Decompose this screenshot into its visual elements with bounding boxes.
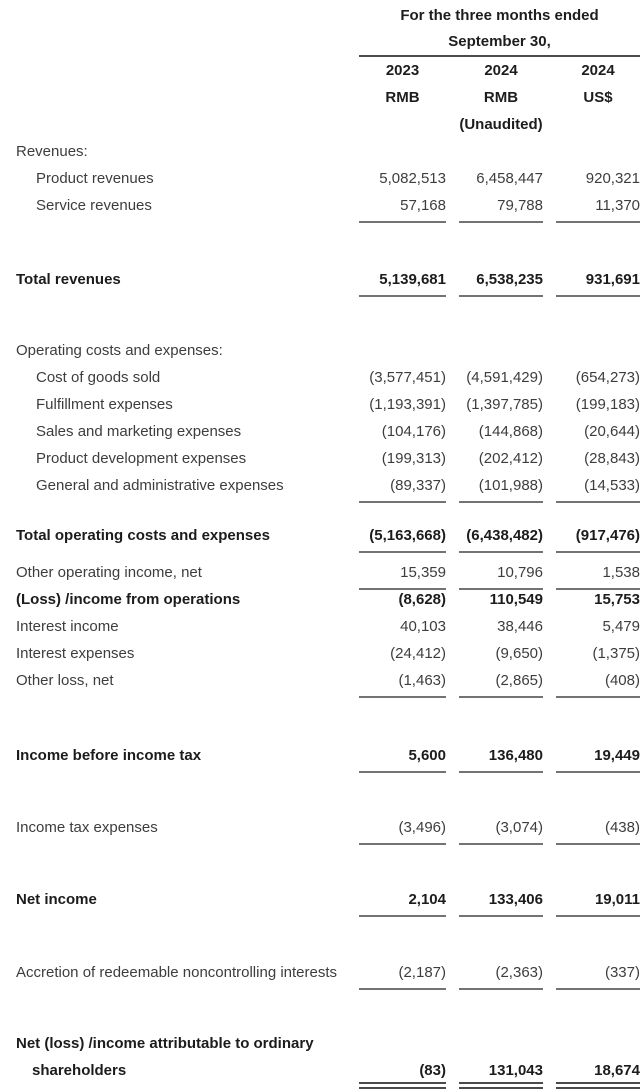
value-cell-2024-us$: 931,691 [556, 266, 640, 293]
table-body [0, 138, 640, 1084]
row-label: Net income [16, 891, 97, 908]
value-cell-2024-rmb [459, 337, 543, 364]
row-label: Other loss, net [16, 672, 114, 689]
year-header-row [0, 57, 640, 84]
value-cell-2023-rmb: (5,163,668) [359, 522, 446, 549]
row-label: (Loss) /income from operations [16, 591, 241, 608]
value-cell-2024-us$: (438) [556, 814, 640, 841]
value-cell-2024-rmb [459, 138, 543, 165]
column-year-2023: 2023 [385, 62, 420, 79]
table-row [0, 472, 640, 499]
column-note-2024-usd [556, 111, 640, 138]
value-cell-2023-rmb: 57,168 [359, 192, 446, 219]
value-cell-2024-rmb: (202,412) [478, 450, 543, 467]
value-cell-2024-us$: (28,843) [584, 450, 640, 467]
value-cell-2024-us$: (917,476) [556, 522, 640, 549]
value-cell-2024-rmb: 133,406 [459, 886, 543, 913]
table-row [0, 337, 640, 364]
value-cell-2023-rmb: (83) [359, 1030, 446, 1084]
value-cell-2024-rmb: (101,988) [459, 472, 543, 499]
value-cell-2024-us$: (14,533) [556, 472, 640, 499]
currency-header-row [0, 84, 640, 111]
column-currency-2024-rmb: RMB [483, 89, 519, 106]
row-label: Other operating income, net [16, 564, 202, 581]
value-cell-2024-us$: (337) [556, 959, 640, 986]
table-row [0, 391, 640, 418]
value-cell-2023-rmb: 5,600 [359, 742, 446, 769]
table-row [0, 814, 640, 841]
value-cell-2024-us$: 11,370 [556, 192, 640, 219]
value-cell-2023-rmb: (3,577,451) [369, 369, 446, 386]
table-row [0, 1030, 640, 1084]
value-cell-2024-us$ [556, 138, 640, 165]
value-cell-2023-rmb: (8,628) [398, 591, 446, 608]
period-title-line2: September 30, [448, 33, 551, 50]
value-cell-2023-rmb [359, 138, 446, 165]
value-cell-2023-rmb [359, 337, 446, 364]
row-label: Service revenues [36, 197, 152, 214]
row-label: Cost of goods sold [36, 369, 161, 386]
row-label: Sales and marketing expenses [36, 423, 242, 440]
period-title [359, 3, 640, 55]
column-year-2024-rmb: 2024 [484, 62, 518, 79]
value-cell-2024-rmb: 136,480 [459, 742, 543, 769]
value-cell-2024-us$: 5,479 [602, 618, 640, 635]
column-year-2024-usd: 2024 [581, 62, 615, 79]
table-row [0, 667, 640, 694]
table-row [0, 165, 640, 192]
row-label [16, 1030, 346, 1084]
value-cell-2024-us$: 1,538 [556, 559, 640, 586]
row-label: Accretion of redeemable noncontrolling interests [16, 964, 338, 981]
value-cell-2023-rmb: 5,139,681 [359, 266, 446, 293]
row-label-line1: Net (loss) /income attributable to ordinary [16, 1035, 314, 1052]
value-cell-2024-us$: 18,674 [556, 1030, 640, 1084]
value-cell-2024-rmb: (2,363) [459, 959, 543, 986]
value-cell-2023-rmb: (24,412) [390, 645, 446, 662]
value-cell-2023-rmb: (199,313) [381, 450, 446, 467]
unaudited-note: (Unaudited) [459, 116, 543, 133]
row-label: Interest expenses [16, 645, 135, 662]
value-cell-2023-rmb: (89,337) [359, 472, 446, 499]
value-cell-2024-us$: (20,644) [584, 423, 640, 440]
table-row [0, 586, 640, 613]
table-row [0, 445, 640, 472]
value-cell-2024-rmb: 38,446 [497, 618, 543, 635]
row-label: Total revenues [16, 271, 121, 288]
table-row [0, 192, 640, 219]
table-row [0, 138, 640, 165]
value-cell-2024-rmb: 6,458,447 [476, 170, 543, 187]
value-cell-2024-rmb: (3,074) [459, 814, 543, 841]
spacer-cell [16, 84, 346, 111]
table-row [0, 559, 640, 586]
row-label: Income tax expenses [16, 819, 158, 836]
column-note-2023 [359, 111, 446, 138]
table-row [0, 742, 640, 769]
value-cell-2024-us$: 15,753 [594, 591, 640, 608]
value-cell-2023-rmb: 2,104 [359, 886, 446, 913]
table-row [0, 640, 640, 667]
row-label: General and administrative expenses [36, 477, 284, 494]
value-cell-2023-rmb: 15,359 [359, 559, 446, 586]
value-cell-2024-rmb: 6,538,235 [459, 266, 543, 293]
value-cell-2024-us$: (1,375) [592, 645, 640, 662]
row-label: Total operating costs and expenses [16, 527, 270, 544]
value-cell-2024-rmb: (1,397,785) [466, 396, 543, 413]
table-row [0, 266, 640, 293]
period-header-row [0, 3, 640, 55]
row-label: Operating costs and expenses: [16, 342, 223, 359]
spacer-cell [16, 3, 346, 55]
value-cell-2024-us$: (199,183) [575, 396, 640, 413]
value-cell-2024-rmb: 110,549 [489, 591, 543, 608]
row-label: Product revenues [36, 170, 154, 187]
value-cell-2024-rmb: 79,788 [459, 192, 543, 219]
value-cell-2024-rmb: (144,868) [478, 423, 543, 440]
value-cell-2024-rmb: (2,865) [459, 667, 543, 694]
value-cell-2023-rmb: (3,496) [359, 814, 446, 841]
value-cell-2024-us$: 19,449 [556, 742, 640, 769]
row-label: Fulfillment expenses [36, 396, 173, 413]
value-cell-2024-us$ [556, 337, 640, 364]
value-cell-2024-rmb: 131,043 [459, 1030, 543, 1084]
column-currency-2024-usd: US$ [583, 89, 613, 106]
spacer-cell [16, 111, 346, 138]
row-label: Revenues: [16, 143, 88, 160]
row-label: Interest income [16, 618, 119, 635]
table-row [0, 886, 640, 913]
row-label-line2: shareholders [32, 1062, 127, 1079]
row-label: Income before income tax [16, 747, 202, 764]
table-row [0, 364, 640, 391]
value-cell-2024-us$: 920,321 [585, 170, 640, 187]
value-cell-2023-rmb: 40,103 [400, 618, 446, 635]
period-title-line1: For the three months ended [400, 7, 599, 24]
column-currency-2023: RMB [385, 89, 420, 106]
table-row [0, 522, 640, 549]
note-header-row [0, 111, 640, 138]
value-cell-2023-rmb: (1,193,391) [369, 396, 446, 413]
value-cell-2024-rmb: (4,591,429) [466, 369, 543, 386]
value-cell-2024-rmb: 10,796 [459, 559, 543, 586]
table-row [0, 418, 640, 445]
value-cell-2024-us$: (654,273) [575, 369, 640, 386]
value-cell-2024-rmb: (6,438,482) [459, 522, 543, 549]
table-row [0, 959, 640, 986]
value-cell-2023-rmb: (2,187) [359, 959, 446, 986]
table-row [0, 613, 640, 640]
spacer-cell [16, 57, 346, 84]
value-cell-2024-us$: (408) [556, 667, 640, 694]
value-cell-2023-rmb: (104,176) [381, 423, 446, 440]
value-cell-2024-us$: 19,011 [556, 886, 640, 913]
value-cell-2023-rmb: 5,082,513 [379, 170, 446, 187]
row-label: Product development expenses [36, 450, 247, 467]
value-cell-2024-rmb: (9,650) [495, 645, 543, 662]
value-cell-2023-rmb: (1,463) [359, 667, 446, 694]
